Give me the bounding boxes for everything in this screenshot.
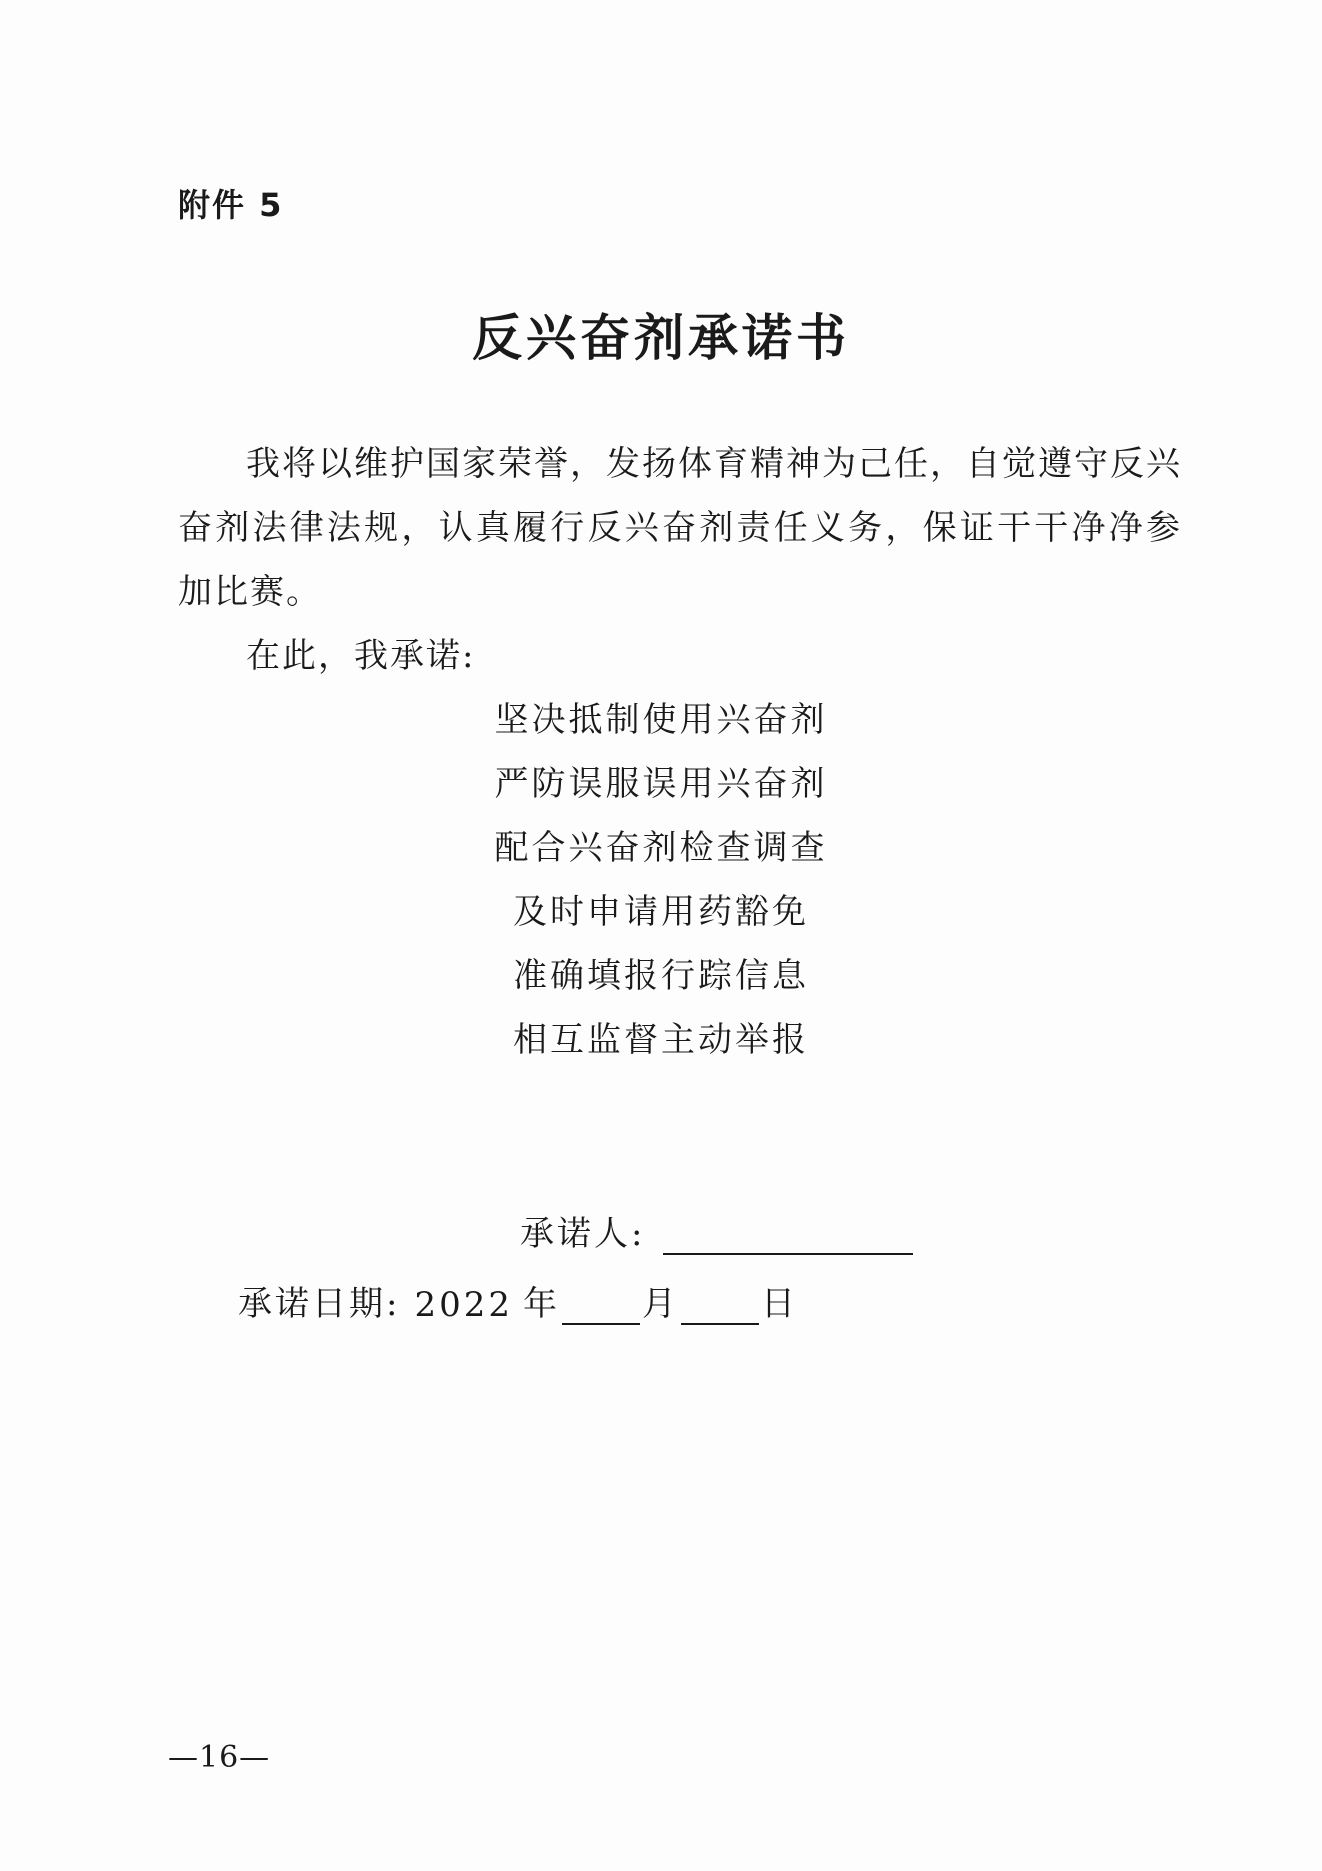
signer-label: 承诺人: [520, 1214, 646, 1254]
pledge-item: 及时申请用药豁免 [513, 892, 809, 932]
pledge-item: 配合兴奋剂检查调查 [494, 828, 828, 868]
pledge-item: 相互监督主动举报 [513, 1020, 809, 1060]
date-label: 承诺日期: [238, 1284, 401, 1324]
signer-row [520, 1206, 913, 1255]
year-unit: 年 [523, 1284, 560, 1324]
pledge-item: 坚决抵制使用兴奋剂 [494, 700, 828, 740]
pledge-item: 准确填报行踪信息 [513, 956, 809, 996]
lead-in-text: 在此，我承诺: [246, 636, 476, 676]
month-unit: 月 [642, 1284, 679, 1324]
page-number: —16— [168, 1740, 271, 1775]
signer-blank-line[interactable] [663, 1213, 913, 1255]
main-paragraph: 我将以维护国家荣誉，发扬体育精神为己任，自觉遵守反兴奋剂法律法规，认真履行反兴奋剂责任义务，保证干干净净参加比赛。 [178, 444, 1182, 612]
date-year: 2022 [414, 1285, 513, 1325]
document-title: 反兴奋剂承诺书 [472, 308, 850, 367]
pledge-item: 严防误服误用兴奋剂 [494, 764, 828, 804]
pledge-list [0, 688, 1322, 1072]
month-blank-line[interactable] [562, 1285, 640, 1325]
date-row [238, 1276, 798, 1325]
day-unit: 日 [761, 1284, 798, 1324]
attachment-label: 附件 5 [178, 186, 284, 224]
day-blank-line[interactable] [681, 1285, 759, 1325]
